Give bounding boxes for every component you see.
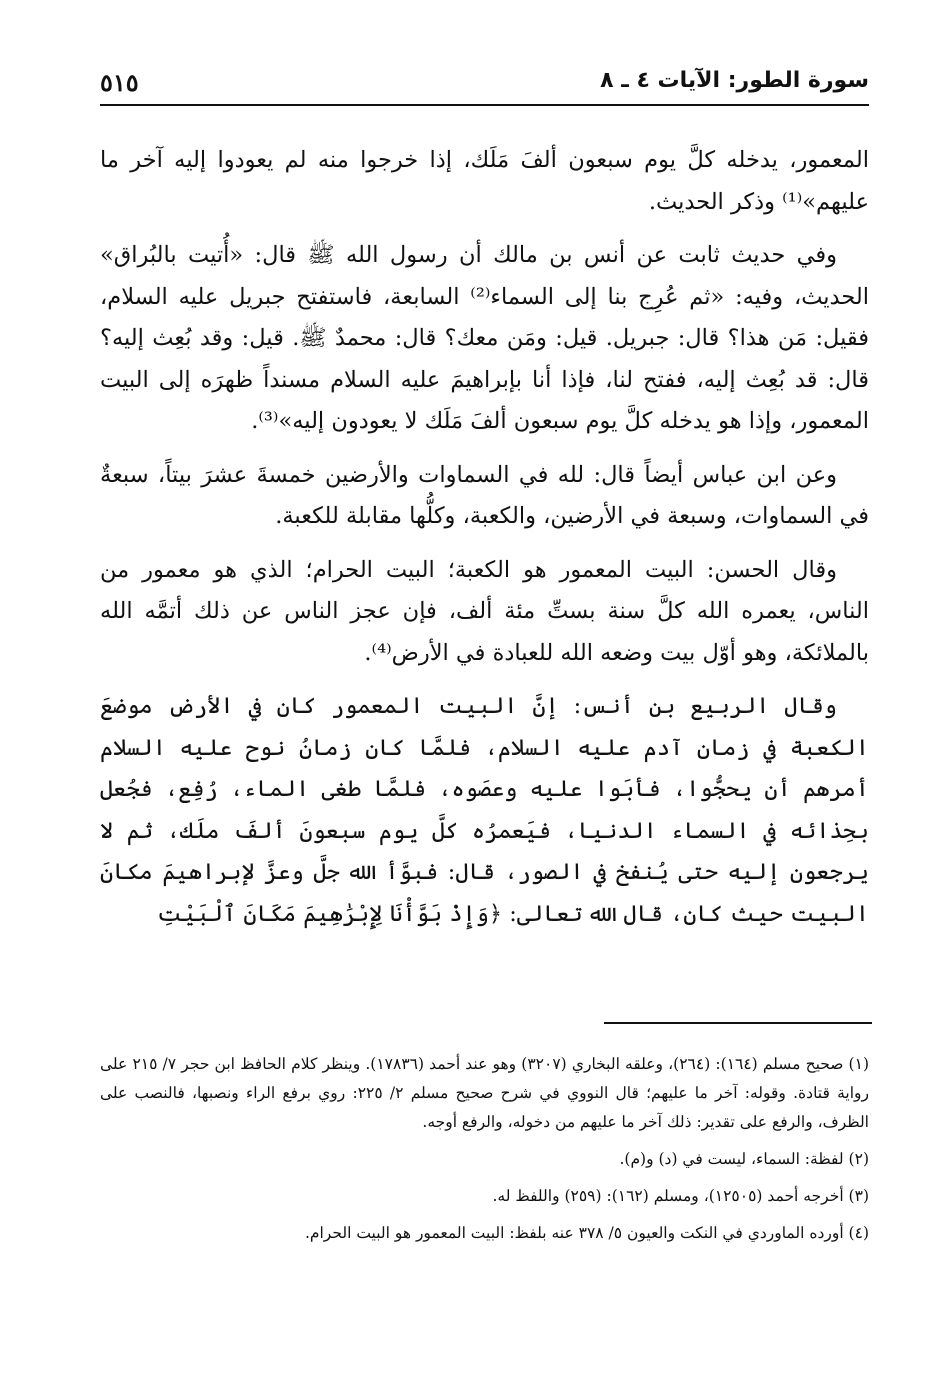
header-divider bbox=[100, 104, 869, 106]
footnotes bbox=[100, 1050, 869, 1256]
header-title: سورة الطور: الآيات ٤ ـ ٨ bbox=[600, 68, 869, 93]
paragraph: وفي حديث ثابت عن أنس بن مالك أن رسول الله ﷺ قال: «أُتيت بالبُراق» الحديث، وفيه: «ثم عُرِج بنا إلى السماء⁽²⁾ السابعة، فاستفتح جبريل عليه السلام، فقيل: مَن هذا؟ قال: جبريل. قيل: ومَن معك؟ قال: محمدٌ ﷺ. قيل: وقد بُعِث إليه؟ قال: قد بُعِث إليه، ففتح لنا، فإذا أنا بإبراهيمَ عليه السلام مسنداً ظهرَه إلى البيت المعمور، وإذا هو يدخله كلَّ يوم سبعون ألفَ مَلَك لا يعودون إليه»⁽³⁾. bbox=[100, 242, 870, 434]
footnote: (٣) أخرجه أحمد (١٢٥٠٥)، ومسلم (١٦٢): (٢٥٩) واللفظ له. bbox=[492, 1187, 869, 1205]
page-number: ٥١٥ bbox=[100, 68, 139, 97]
footnote: (٤) أورده الماوردي في النكت والعيون ٥/ ٣٧٨ عنه بلفظ: البيت المعمور هو البيت الحرام. bbox=[304, 1224, 869, 1242]
running-header bbox=[100, 64, 869, 104]
footnote: (١) صحيح مسلم (١٦٤): (٢٦٤)، وعلقه البخاري (٣٢٠٧) وهو عند أحمد (١٧٨٣٦). وينظر كلام الحافظ ابن حجر ٧/ ٢١٥ على رواية قتادة. وقوله: آخر ما عليهم؛ قال النووي في شرح صحيح مسلم ٢/ ٢٢٥: روي برفع الراء ونصبها، فالنصب على الظرف، والرفع على تقدير: ذلك آخر ما عليهم من دخوله، والرفع أوجه. bbox=[100, 1055, 870, 1131]
paragraph: وقال الحسن: البيت المعمور هو الكعبة؛ البيت الحرام؛ الذي هو معمور من الناس، يعمره الله كلَّ سنة بستِّ مئة ألف، فإن عجز الناس عن ذلك أتمَّه الله بالملائكة، وهو أوّل بيت وضعه الله للعبادة في الأرض⁽⁴⁾. bbox=[100, 556, 869, 666]
main-text bbox=[100, 140, 869, 947]
paragraph: المعمور، يدخله كلَّ يوم سبعون ألفَ مَلَك، إذا خرجوا منه لم يعودوا إليه آخر ما عليهم»⁽¹⁾ وذكر الحديث. bbox=[100, 147, 869, 215]
footnote: (٢) لفظة: السماء، ليست في (د) و(م). bbox=[619, 1150, 869, 1168]
paragraph: وقال الربيع بن أنس: إنَّ البيت المعمور كان في الأرض موضعَ الكعبة في زمان آدم عليه السلام، فلمَّا كان زمانُ نوح عليه السلام أمرهم أن يحجُّوا، فأبَوا عليه وعصَوه، فلمَّا طغى الماء، رُفِع، فجُعل بحِذائه في السماء الدنيا، فيَعمرُه كلَّ يوم سبعونَ ألفَ ملَك، ثم لا يرجعون إليه حتى يُنفخ في الصور، قال: فبوَّأ الله جلَّ وعزَّ لإبراهيمَ مكانَ البيت حيث كان، قال الله تعالى: ﴿وَإِذْ بَوَّأْنَا لِإِبْرَٰهِيمَ مَكَانَ ٱلْبَيْتِ bbox=[100, 693, 869, 927]
paragraph: وعن ابن عباس أيضاً قال: لله في السماوات والأرضين خمسةَ عشرَ بيتاً، سبعةٌ في السماوات، وسبعة في الأرضين، والكعبة، وكلُّها مقابلة للكعبة. bbox=[100, 461, 869, 529]
footnote-divider bbox=[604, 1022, 872, 1024]
